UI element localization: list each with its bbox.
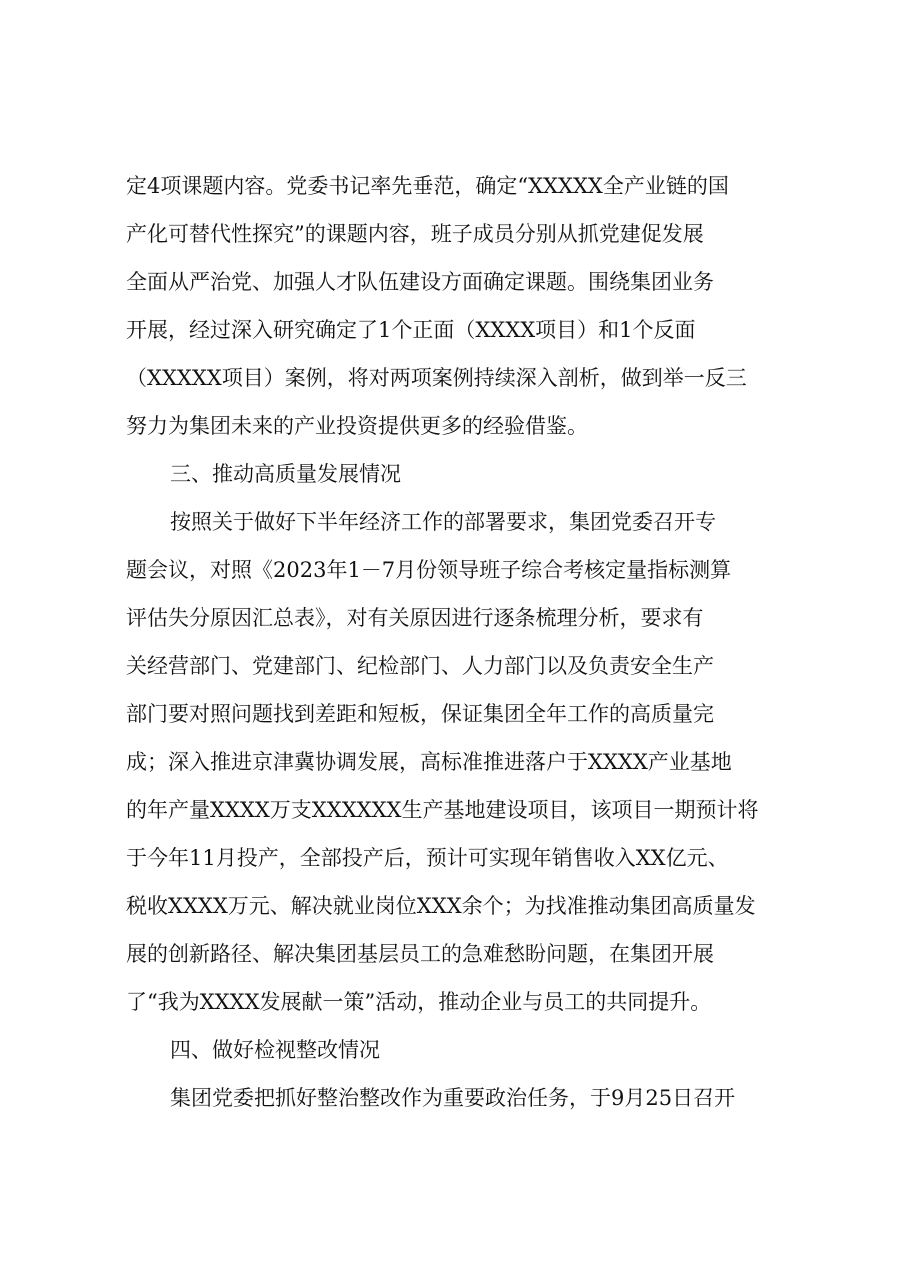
- text-line: 产化可替代性探究”的课题内容，班子成员分别从抓党建促发展: [126, 222, 704, 246]
- text-line: 全面从严治党、加强人才队伍建设方面确定课题。围绕集团业务: [126, 270, 714, 294]
- text-line: 的年产量XXXX万支XXXXXX生产基地建设项目，该项目一期预计将: [126, 798, 759, 822]
- section-heading-4: 四、做好检视整改情况: [170, 1038, 380, 1062]
- text-line: （XXXXX项目）案例，将对两项案例持续深入剖析，做到举一反三: [126, 366, 747, 390]
- section-heading-3: 三、推动高质量发展情况: [170, 462, 401, 486]
- text-line: 关经营部门、党建部门、纪检部门、人力部门以及负责安全生产: [126, 654, 714, 678]
- text-line: 定4项课题内容。党委书记率先垂范，确定“XXXXX全产业链的国: [126, 174, 729, 198]
- text-line: 展的创新路径、解决集团基层员工的急难愁盼问题，在集团开展: [126, 942, 714, 966]
- text-line: 集团党委把抓好整治整改作为重要政治任务，于9月25日召开: [170, 1086, 736, 1110]
- text-line: 于今年11月投产，全部投产后，预计可实现年销售收入XX亿元、: [126, 846, 729, 870]
- text-line: 部门要对照问题找到差距和短板，保证集团全年工作的高质量完: [126, 702, 714, 726]
- text-line: 了“我为XXXX发展献一策”活动，推动企业与员工的共同提升。: [126, 990, 712, 1014]
- text-line: 按照关于做好下半年经济工作的部署要求，集团党委召开专: [170, 510, 716, 534]
- text-line: 成；深入推进京津冀协调发展，高标准推进落户于XXXX产业基地: [126, 750, 732, 774]
- text-line: 开展，经过深入研究确定了1个正面（XXXX项目）和1个反面: [126, 318, 696, 342]
- text-line: 努力为集团未来的产业投资提供更多的经验借鉴。: [126, 414, 588, 438]
- text-line: 税收XXXX万元、解决就业岗位XXX余个；为找准推动集团高质量发: [126, 894, 756, 918]
- text-line: 题会议，对照《2023年1－7月份领导班子综合考核定量指标测算: [126, 558, 732, 582]
- text-line: 评估失分原因汇总表》，对有关原因进行逐条梳理分析，要求有: [126, 606, 704, 630]
